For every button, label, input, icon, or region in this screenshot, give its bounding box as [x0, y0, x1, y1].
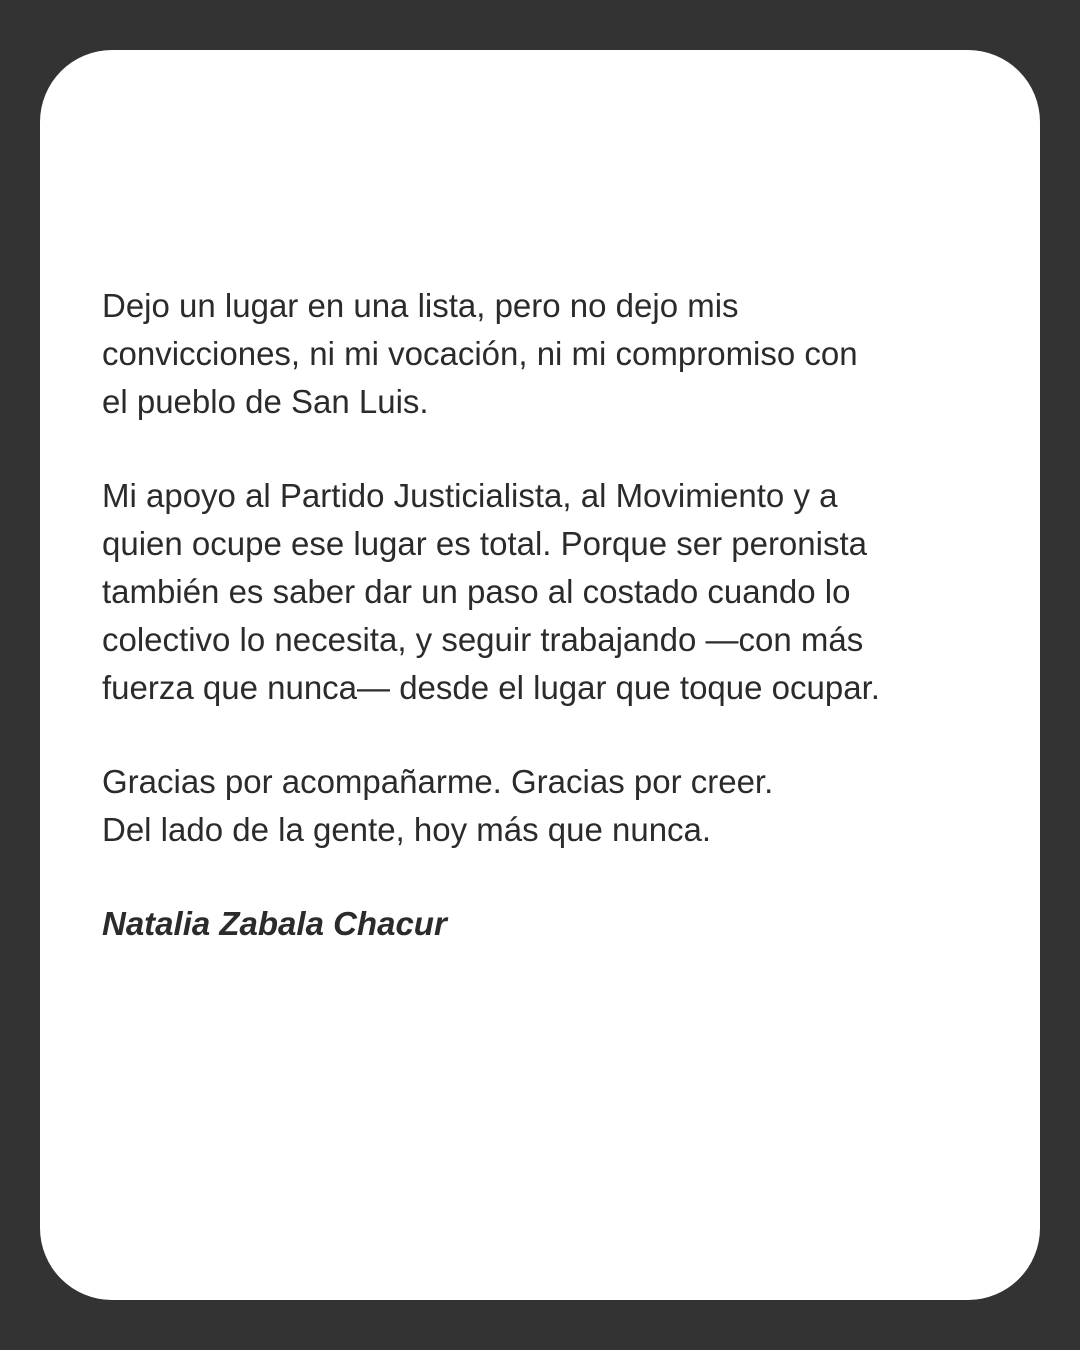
letter-body: [102, 282, 1002, 948]
paragraph-1: Dejo un lugar en una lista, pero no dejo mis convicciones, ni mi vocación, ni mi compromiso con el pueblo de San Luis.: [102, 287, 858, 420]
paragraph-2: Mi apoyo al Partido Justicialista, al Movimiento y a quien ocupe ese lugar es total. Porque ser peronista también es saber dar un paso al costado cuando lo colectivo lo necesita, y seguir trabajando —con más fuerza que nunca— desde el lugar que toque ocupar.: [102, 477, 880, 706]
paragraph-3: Gracias por acompañarme. Gracias por creer. Del lado de la gente, hoy más que nunca.: [102, 763, 774, 848]
letter-card: [40, 50, 1040, 1300]
signature: Natalia Zabala Chacur: [102, 905, 447, 942]
